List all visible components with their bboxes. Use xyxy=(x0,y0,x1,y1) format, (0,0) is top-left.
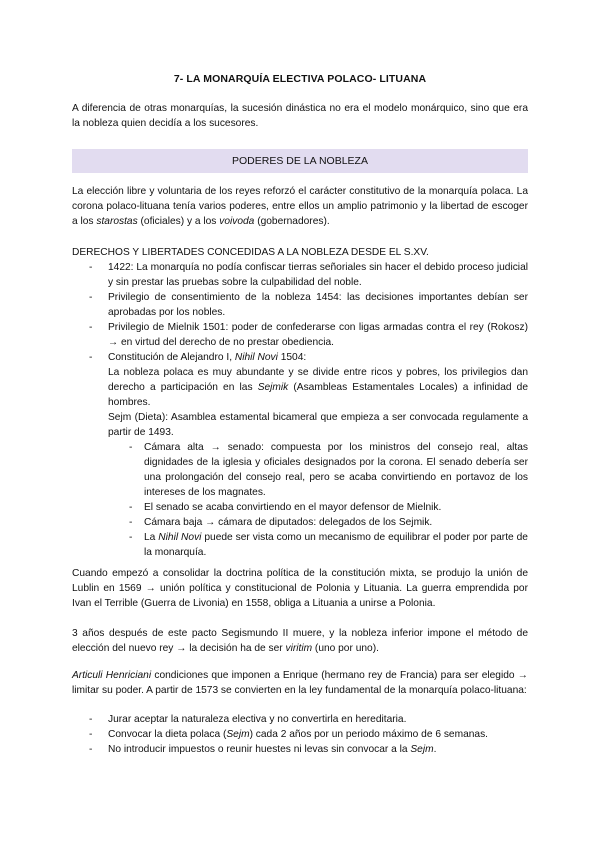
rights-list xyxy=(108,260,528,560)
list-item xyxy=(108,350,528,560)
page-title: 7- LA MONARQUÍA ELECTIVA POLACO- LITUANA xyxy=(173,73,427,85)
list-item: - Cámara alta → senado: compuesta por los ministros del consejo real, altas dignidades de la iglesia y oficiales designados por la corona. El senado debería ser una prolongación del consejo real, pero se acaba convirtiendo en portavoz de los intereses de los magnates. xyxy=(144,440,528,500)
sejm-sublist xyxy=(144,440,528,560)
list-item: - Privilegio de consentimiento de la nobleza 1454: las decisiones importantes debían ser aprobadas por los nobles. xyxy=(108,290,528,320)
sub4-b: puede ser vista como un mecanismo de equilibrar el poder por parte de la monarquía. xyxy=(144,532,528,558)
nihil-novi-term: Nihil Novi xyxy=(234,352,278,363)
item4-b: 1504: xyxy=(277,352,307,363)
rights-heading: DERECHOS Y LIBERTADES CONCEDIDAS A LA NOBLEZA DESDE EL S.XV. xyxy=(72,247,429,258)
section-banner: PODERES DE LA NOBLEZA xyxy=(72,149,528,173)
sejmik-term: Sejmik xyxy=(257,382,289,393)
nobility-end: (Asambleas Estamentales Locales) a infinidad de hombres. xyxy=(108,382,529,408)
henrician-text: condiciones que imponen a Enrique (hermano rey de Francia) para ser elegido → limitar su poder. A partir de 1573 se convierten en la ley fundamental de la monarquía polaco-lituana: xyxy=(72,670,528,696)
item4-a: Constitución de Alejandro I, xyxy=(108,352,235,363)
intro-paragraph: A diferencia de otras monarquías, la sucesión dinástica no era el modelo monárquico, sino que era la nobleza quien decidía a los sucesores. xyxy=(72,103,528,129)
powers-end: (gobernadores). xyxy=(254,216,330,227)
nobility-paragraph xyxy=(108,365,528,410)
powers-paragraph xyxy=(72,184,528,229)
c3-a: No introducir impuestos o reunir huestes ni levas sin convocar a la xyxy=(108,744,411,755)
c2-a: Convocar la dieta polaca ( xyxy=(108,729,227,740)
viritim-term: viritim xyxy=(285,643,313,654)
starostas-term: starostas xyxy=(96,216,138,227)
list-item: - Jurar aceptar la naturaleza electiva y no convertirla en hereditaria. xyxy=(108,712,528,727)
list-item xyxy=(144,530,528,560)
c3-b: . xyxy=(433,744,437,755)
nihil-novi-term: Nihil Novi xyxy=(158,532,202,543)
list-item xyxy=(108,727,528,742)
election-paragraph xyxy=(72,626,528,656)
sejm-paragraph: Sejm (Dieta): Asamblea estamental bicameral que empieza a ser convocada regulamente a partir de 1493. xyxy=(108,412,528,438)
powers-mid: (oficiales) y a los xyxy=(137,216,220,227)
sejm-term: Sejm xyxy=(410,744,434,755)
sub4-a: La xyxy=(144,532,159,543)
list-item: - 1422: La monarquía no podía confiscar tierras señoriales sin hacer el debido proceso judicial y sin prestar las pruebas sobre la culpabilidad del noble. xyxy=(108,260,528,290)
list-item: - El senado se acaba convirtiendo en el mayor defensor de Mielnik. xyxy=(144,500,528,515)
sejm-term: Sejm xyxy=(226,729,250,740)
list-item: - Cámara baja → cámara de diputados: delegados de los Sejmik. xyxy=(144,515,528,530)
nobility-text: La nobleza polaca es muy abundante y se divide entre ricos y pobres, los privilegios dan derecho a participación en las xyxy=(108,367,528,393)
voivoda-term: voivoda xyxy=(219,216,255,227)
lublin-paragraph: Cuando empezó a consolidar la doctrina política de la constitución mixta, se produjo la unión de Lublin en 1569 → unión política y constitucional de Polonia y Lituania. La guerra emprendida por Ivan el Terrible (Guerra de Livonia) en 1558, obliga a Lituania a unirse a Polonia. xyxy=(72,568,528,609)
c2-b: ) cada 2 años por un periodo máximo de 6 semanas. xyxy=(249,729,488,740)
henrician-paragraph xyxy=(72,668,528,698)
election-text: 3 años después de este pacto Segismundo II muere, y la nobleza inferior impone el método de elección del nuevo rey → la decisión ha de ser xyxy=(72,628,528,654)
list-item: - Privilegio de Mielnik 1501: poder de confederarse con ligas armadas contra el rey (Rokosz) → en virtud del derecho de no prestar obediencia. xyxy=(108,320,528,350)
powers-text: La elección libre y voluntaria de los reyes reforzó el carácter constitutivo de la monarquía polaca. La corona polaco-lituana tenía varios poderes, entre ellos un amplio patrimonio y la libertad de escoger a los xyxy=(72,186,528,227)
articuli-henriciani-term: Articuli Henriciani xyxy=(72,670,152,681)
list-item xyxy=(108,742,528,757)
election-end: (uno por uno). xyxy=(312,643,379,654)
conditions-list xyxy=(108,712,528,757)
